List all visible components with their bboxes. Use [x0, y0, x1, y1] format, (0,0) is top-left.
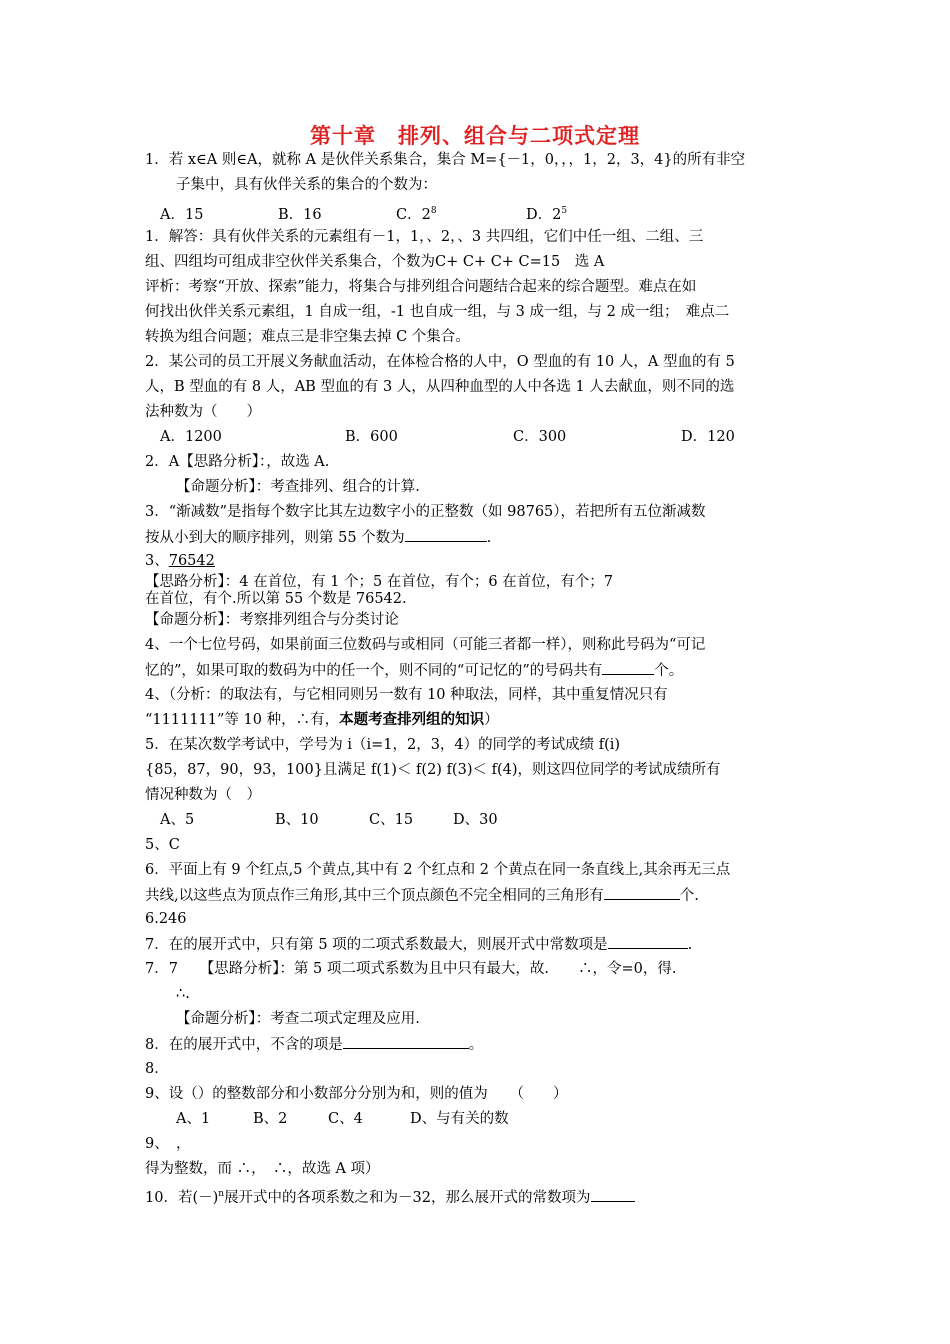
q1-line-1: 1．若 x∈A 则∈A，就称 A 是伙伴关系集合，集合 M={－1，0，，，1，2，3，4}的所有非空: [145, 152, 746, 168]
q1-choice-a: A．15: [160, 207, 204, 223]
q6-line-2: [145, 885, 699, 906]
q4-line-2: [145, 660, 683, 681]
q1-choice-d-exp: 5: [561, 206, 568, 216]
a6-line: 6.246: [145, 911, 187, 927]
a7-line-3: 【命题分析】：考查二项式定理及应用.: [176, 1011, 420, 1027]
q1-choice-b: B．16: [278, 207, 322, 223]
q3-line-2: [145, 527, 491, 548]
q9-choice-a: A、1: [176, 1111, 211, 1127]
q1-choice-d-base: D．2: [526, 207, 562, 223]
q8-line-1-text: 8．在的展开式中，不含的项是: [145, 1037, 343, 1053]
q3-answer-blank: [405, 527, 487, 542]
q10-exponent: n: [218, 1189, 225, 1199]
q10-text: 展开式中的各项系数之和为－32，那么展开式的常数项为: [224, 1190, 591, 1206]
a1-line-4: 何找出伙伴关系元素组，1 自成一组，-1 也自成一组，与 3 成一组，与 2 成一组； 难点二: [145, 304, 730, 320]
q9-line-1: 9、设（）的整数部分和小数部分分别为和，则的值为 （ ）: [145, 1086, 568, 1102]
a3-line-1: [145, 551, 215, 571]
q6-answer-blank: [604, 885, 680, 900]
q10-prefix: 10．若(－): [145, 1190, 219, 1206]
q4-answer-blank: [602, 660, 654, 675]
q1-choices: [160, 201, 567, 225]
a9-line-1: 9、 ，: [145, 1136, 191, 1152]
q5-choice-c: C、15: [369, 812, 414, 828]
q8-line-1: [145, 1034, 483, 1055]
q9-choice-d: D、与有关的数: [410, 1111, 509, 1127]
q4-line-2-end: 个。: [654, 663, 684, 679]
page-title: 第十章 排列、组合与二项式定理: [310, 124, 640, 148]
q5-line-1: 5．在某次数学考试中，学号为 i（i=1，2，3，4）的同学的考试成绩 f(i): [145, 737, 621, 753]
a3-line-3: 在首位，有个.所以第 55 个数是 76542.: [145, 591, 407, 607]
q1-choice-c-base: C．2: [396, 207, 431, 223]
a5-line: 5、C: [145, 837, 180, 853]
a9-line-2: 得为整数，而 ∴， ∴，故选 A 项）: [145, 1161, 380, 1177]
a3-answer: 76542: [168, 553, 215, 569]
q2-line-3: 法种数为（ ）: [145, 404, 261, 420]
q4-line-2-text: 忆的”，如果可取的数码为中的任一个，则不同的“可记忆的”的号码共有: [145, 663, 603, 679]
a3-line-4: 【命题分析】：考察排列组合与分类讨论: [145, 612, 399, 628]
q5-choice-b: B、10: [275, 812, 319, 828]
q1-choice-c: [396, 201, 526, 225]
a2-line-1: 2．A【思路分析】：，故选 A.: [145, 454, 330, 470]
q2-choice-a: A．1200: [160, 429, 222, 445]
q4-line-1: 4、一个七位号码，如果前面三位数码与或相同（可能三者都一样），则称此号码为“可记: [145, 637, 706, 653]
q2-choice-d: D．120: [681, 429, 735, 445]
q7-line-1-text: 7．在的展开式中，只有第 5 项的二项式系数最大，则展开式中常数项是: [145, 937, 608, 953]
a4-line-2-bold: 本题考查排列组的知识: [339, 711, 485, 728]
a1-line-3: 评析：考察“开放、探索”能力，将集合与排列组合问题结合起来的综合题型。难点在如: [145, 279, 697, 295]
a4-line-2-end: ）: [484, 712, 499, 728]
a1-line-1: 1．解答：具有伙伴关系的元素组有－1，1，、2，、3 共四组，它们中任一组、二组、三: [145, 229, 704, 245]
a2-line-2: 【命题分析】：考查排列、组合的计算.: [176, 479, 420, 495]
q1-line-2: 子集中，具有伙伴关系的集合的个数为：: [176, 177, 437, 193]
q2-choice-b: B．600: [345, 429, 398, 445]
q8-line-1-end: 。: [468, 1037, 484, 1053]
q9-choices: [176, 1109, 509, 1129]
a7-line-2: ∴.: [176, 986, 190, 1002]
q1-choice-c-exp: 8: [430, 206, 437, 216]
q2-choice-c: C．300: [513, 429, 567, 445]
a3-line-2: 【思路分析】：4 在首位，有 1 个；5 在首位，有个；6 在首位，有个；7: [145, 574, 613, 590]
a1-line-2: 组、四组均可组成非空伙伴关系集合，个数为C+ C+ C+ C=15 选 A: [145, 254, 605, 270]
a8-line: 8．: [145, 1061, 169, 1077]
q5-choices: [160, 810, 498, 830]
q7-line-1-end: .: [687, 937, 693, 953]
a3-prefix: 3、: [145, 553, 169, 569]
q10-answer-blank: [591, 1187, 635, 1202]
a4-line-2: [145, 710, 499, 730]
q6-line-2-text: 共线,以这些点为顶点作三角形,其中三个顶点颜色不完全相同的三角形有: [145, 888, 604, 904]
q5-choice-d: D、30: [453, 812, 498, 828]
a4-line-1: 4、（分析：的取法有，与它相同则另一数有 10 种取法，同样，其中重复情况只有: [145, 687, 668, 703]
q7-line-1: [145, 934, 692, 955]
q5-line-3: 情况种数为（ ）: [145, 787, 261, 803]
q8-answer-blank: [343, 1034, 469, 1049]
a4-line-2-text: “1111111”等 10 种，∴有，: [145, 712, 340, 728]
q2-choices: [160, 427, 735, 447]
q5-choice-a: A、5: [160, 812, 195, 828]
q9-choice-c: C、4: [328, 1111, 363, 1127]
q3-line-2-end: .: [486, 530, 492, 546]
q2-line-2: 人，B 型血的有 8 人，AB 型血的有 3 人，从四种血型的人中各选 1 人去献血，则不同的选: [145, 379, 735, 395]
q7-answer-blank: [608, 934, 688, 949]
q6-line-1: 6．平面上有 9 个红点,5 个黄点,其中有 2 个红点和 2 个黄点在同一条直线上,其余再无三点: [145, 862, 731, 878]
q10-line-1: [145, 1184, 635, 1208]
q2-line-1: 2．某公司的员工开展义务献血活动，在体检合格的人中，O 型血的有 10 人，A 型血的有 5: [145, 354, 735, 370]
q3-line-1: 3．“渐减数”是指每个数字比其左边数字小的正整数（如 98765），若把所有五位渐减数: [145, 504, 706, 520]
q5-line-2: {85，87，90，93，100}且满足 f(1)＜ f(2) f(3)＜ f(4)，则这四位同学的考试成绩所有: [145, 762, 721, 778]
a7-line-1: 7．7 【思路分析】：第 5 项二项式系数为且中只有最大，故. ∴，令=0，得.: [145, 961, 677, 977]
q3-line-2-text: 按从小到大的顺序排列，则第 55 个数为: [145, 530, 405, 546]
a1-line-5: 转换为组合问题；难点三是非空集去掉 C 个集合。: [145, 329, 470, 345]
q1-choice-d: [526, 201, 567, 225]
q6-line-2-end: 个.: [679, 888, 699, 904]
q9-choice-b: B、2: [253, 1111, 288, 1127]
